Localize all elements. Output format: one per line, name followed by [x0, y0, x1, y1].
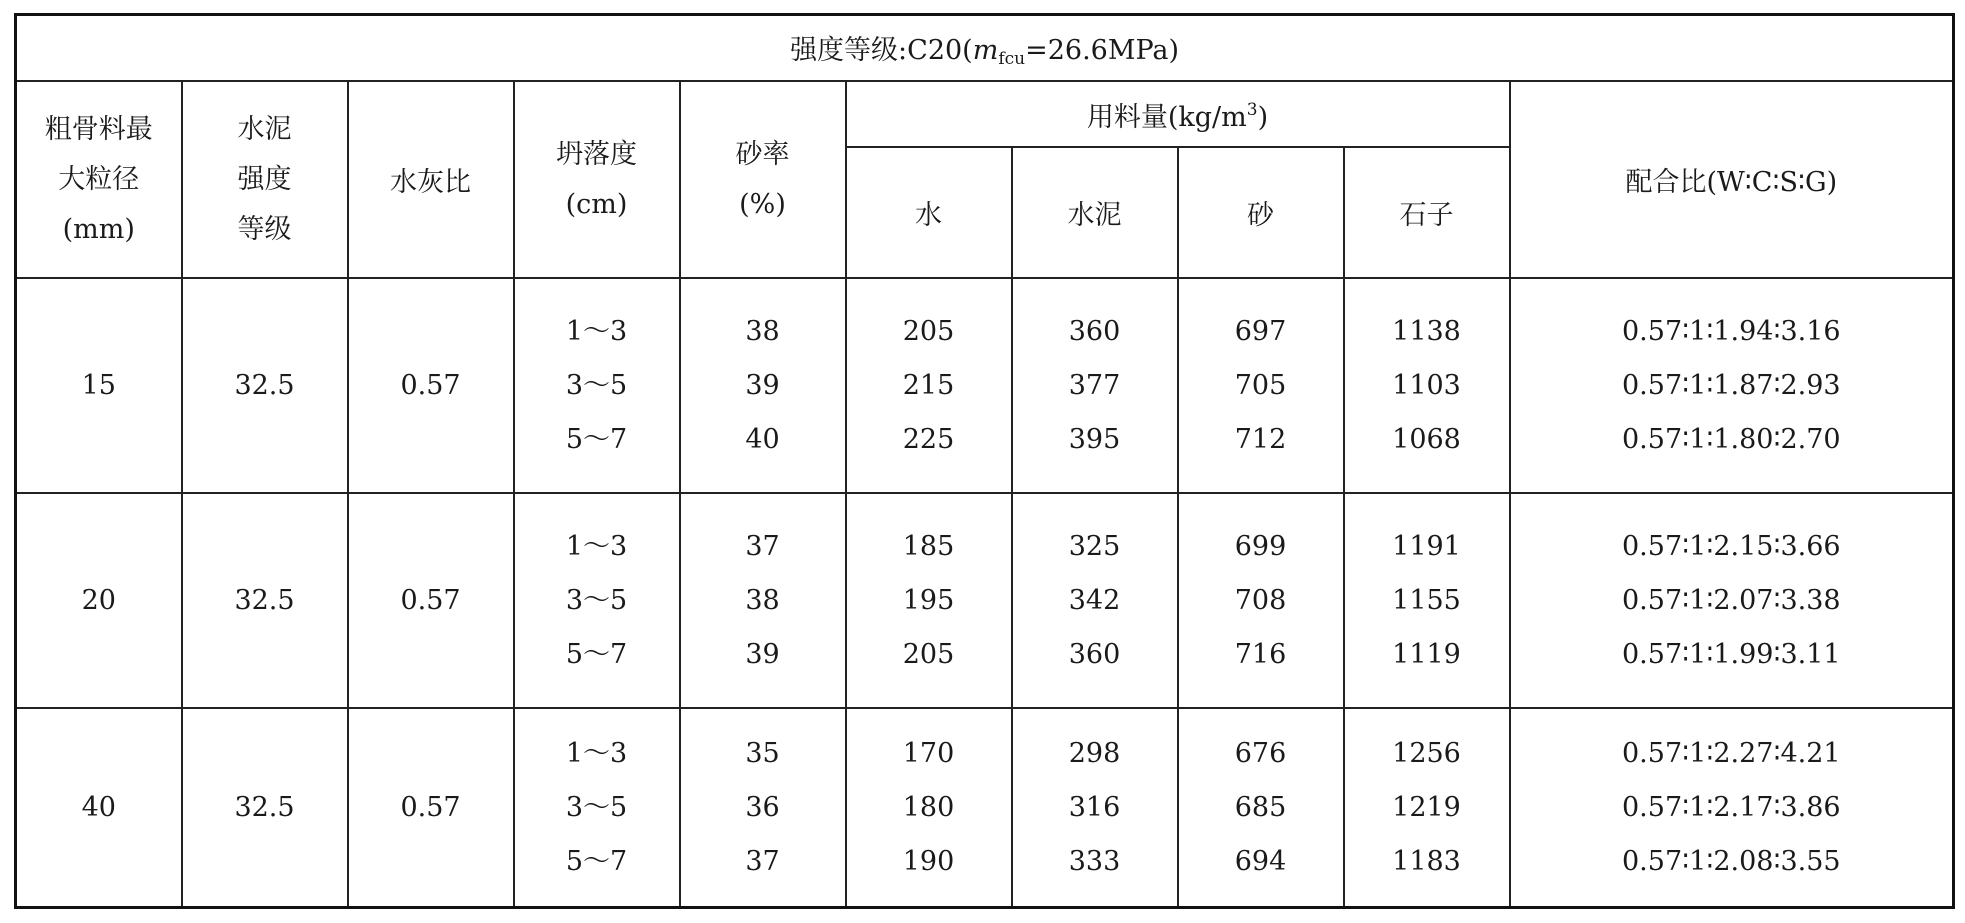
mix-ratio-value: 0.57∶1∶1.94∶3.16 [1622, 315, 1841, 347]
water-value: 205 [902, 315, 955, 347]
header-slump-line2: (cm) [565, 188, 628, 220]
sand-ratio-value: 39 [745, 369, 780, 401]
water-value: 190 [902, 845, 955, 877]
cement-value: 377 [1068, 369, 1121, 401]
slump-value: 3～5 [565, 369, 628, 401]
header-mix-ratio: 配合比(W∶C∶S∶G) [1510, 81, 1954, 278]
cell-cement-grade: 32.5 [182, 493, 348, 708]
cell-water [846, 278, 1012, 493]
mix-ratio-value: 0.57∶1∶1.87∶2.93 [1622, 369, 1841, 401]
header-cement-grade [182, 81, 348, 278]
cell-water [846, 493, 1012, 708]
cell-mix-ratio [1510, 493, 1954, 708]
sand-value: 694 [1234, 845, 1287, 877]
stone-value: 1103 [1392, 369, 1461, 401]
water-value: 180 [902, 791, 955, 823]
cement-value: 325 [1068, 530, 1121, 562]
mix-ratio-value: 0.57∶1∶2.08∶3.55 [1622, 845, 1841, 877]
cell-mix-ratio [1510, 278, 1954, 493]
cell-slump [514, 278, 680, 493]
table-row [16, 708, 1954, 908]
cell-wc-ratio: 0.57 [348, 493, 514, 708]
header-usage-sup: 3 [1246, 99, 1258, 120]
sand-ratio-value: 39 [745, 638, 780, 670]
cement-value: 298 [1068, 737, 1121, 769]
water-value: 215 [902, 369, 955, 401]
cell-max-aggregate: 15 [16, 278, 182, 493]
cement-value: 342 [1068, 584, 1121, 616]
stone-value: 1256 [1392, 737, 1461, 769]
sand-ratio-value: 37 [745, 845, 780, 877]
cell-cement-grade: 32.5 [182, 708, 348, 908]
sand-value: 708 [1234, 584, 1287, 616]
sand-ratio-value: 38 [745, 584, 780, 616]
mix-ratio-value: 0.57∶1∶1.80∶2.70 [1622, 423, 1841, 455]
header-max-aggregate-line3: (mm) [62, 213, 135, 245]
stone-value: 1138 [1392, 315, 1461, 347]
mix-ratio-value: 0.57∶1∶2.17∶3.86 [1622, 791, 1841, 823]
header-sand-ratio [680, 81, 846, 278]
title-m: m [972, 34, 999, 66]
cell-slump [514, 493, 680, 708]
cell-sand [1178, 493, 1344, 708]
mix-proportion-table [14, 13, 1955, 909]
header-usage [846, 81, 1510, 147]
cell-cement [1012, 278, 1178, 493]
mix-ratio-value: 0.57∶1∶2.07∶3.38 [1622, 584, 1841, 616]
cell-cement-grade: 32.5 [182, 278, 348, 493]
header-max-aggregate-line1: 粗骨料最 [44, 113, 153, 145]
slump-value: 5～7 [565, 845, 628, 877]
cell-sand-ratio [680, 493, 846, 708]
cell-wc-ratio: 0.57 [348, 278, 514, 493]
cement-value: 360 [1068, 315, 1121, 347]
cell-sand [1178, 708, 1344, 908]
cement-value: 360 [1068, 638, 1121, 670]
table-row [16, 278, 1954, 493]
cell-sand-ratio [680, 708, 846, 908]
sand-value: 676 [1234, 737, 1287, 769]
title-suffix: =26.6MPa) [1025, 34, 1180, 66]
stone-value: 1155 [1392, 584, 1461, 616]
header-cement-grade-line1: 水泥 [237, 113, 292, 145]
slump-value: 5～7 [565, 423, 628, 455]
slump-value: 5～7 [565, 638, 628, 670]
header-usage-close: ) [1257, 101, 1269, 133]
header-slump-line1: 坍落度 [556, 138, 637, 170]
header-water: 水 [846, 147, 1012, 278]
header-usage-label: 用料量(kg/m [1086, 101, 1247, 133]
stone-value: 1219 [1392, 791, 1461, 823]
cell-water [846, 708, 1012, 908]
title-subscript: fcu [998, 48, 1026, 69]
cell-cement [1012, 493, 1178, 708]
header-sand: 砂 [1178, 147, 1344, 278]
header-cement-grade-line3: 等级 [237, 213, 292, 245]
header-sand-ratio-line2: (%) [739, 188, 786, 220]
water-value: 170 [902, 737, 955, 769]
slump-value: 3～5 [565, 584, 628, 616]
stone-value: 1183 [1392, 845, 1461, 877]
header-cement: 水泥 [1012, 147, 1178, 278]
cement-value: 316 [1068, 791, 1121, 823]
cell-cement [1012, 708, 1178, 908]
stone-value: 1191 [1392, 530, 1461, 562]
cell-sand [1178, 278, 1344, 493]
header-wc-ratio: 水灰比 [348, 81, 514, 278]
sand-ratio-value: 36 [745, 791, 780, 823]
sand-ratio-value: 35 [745, 737, 780, 769]
cell-max-aggregate: 20 [16, 493, 182, 708]
sand-ratio-value: 38 [745, 315, 780, 347]
mix-ratio-value: 0.57∶1∶2.15∶3.66 [1622, 530, 1841, 562]
cement-value: 395 [1068, 423, 1121, 455]
slump-value: 1～3 [565, 737, 628, 769]
slump-value: 1～3 [565, 530, 628, 562]
cell-sand-ratio [680, 278, 846, 493]
water-value: 205 [902, 638, 955, 670]
cell-stone [1344, 278, 1510, 493]
slump-value: 3～5 [565, 791, 628, 823]
cell-stone [1344, 493, 1510, 708]
header-sand-ratio-line1: 砂率 [735, 138, 790, 170]
table-title [16, 15, 1954, 82]
cell-stone [1344, 708, 1510, 908]
cell-wc-ratio: 0.57 [348, 708, 514, 908]
sand-value: 699 [1234, 530, 1287, 562]
sand-value: 716 [1234, 638, 1287, 670]
title-prefix: 强度等级:C20( [790, 34, 973, 66]
mix-ratio-value: 0.57∶1∶1.99∶3.11 [1622, 638, 1841, 670]
header-stone: 石子 [1344, 147, 1510, 278]
sand-ratio-value: 37 [745, 530, 780, 562]
water-value: 225 [902, 423, 955, 455]
stone-value: 1119 [1392, 638, 1461, 670]
cell-slump [514, 708, 680, 908]
header-max-aggregate [16, 81, 182, 278]
sand-value: 705 [1234, 369, 1287, 401]
cell-mix-ratio [1510, 708, 1954, 908]
header-slump [514, 81, 680, 278]
water-value: 195 [902, 584, 955, 616]
cell-max-aggregate: 40 [16, 708, 182, 908]
sand-ratio-value: 40 [745, 423, 780, 455]
slump-value: 1～3 [565, 315, 628, 347]
sand-value: 685 [1234, 791, 1287, 823]
header-cement-grade-line2: 强度 [237, 163, 292, 195]
stone-value: 1068 [1392, 423, 1461, 455]
water-value: 185 [902, 530, 955, 562]
sand-value: 697 [1234, 315, 1287, 347]
table-row [16, 493, 1954, 708]
cement-value: 333 [1068, 845, 1121, 877]
sand-value: 712 [1234, 423, 1287, 455]
mix-ratio-value: 0.57∶1∶2.27∶4.21 [1622, 737, 1841, 769]
header-max-aggregate-line2: 大粒径 [58, 163, 140, 195]
